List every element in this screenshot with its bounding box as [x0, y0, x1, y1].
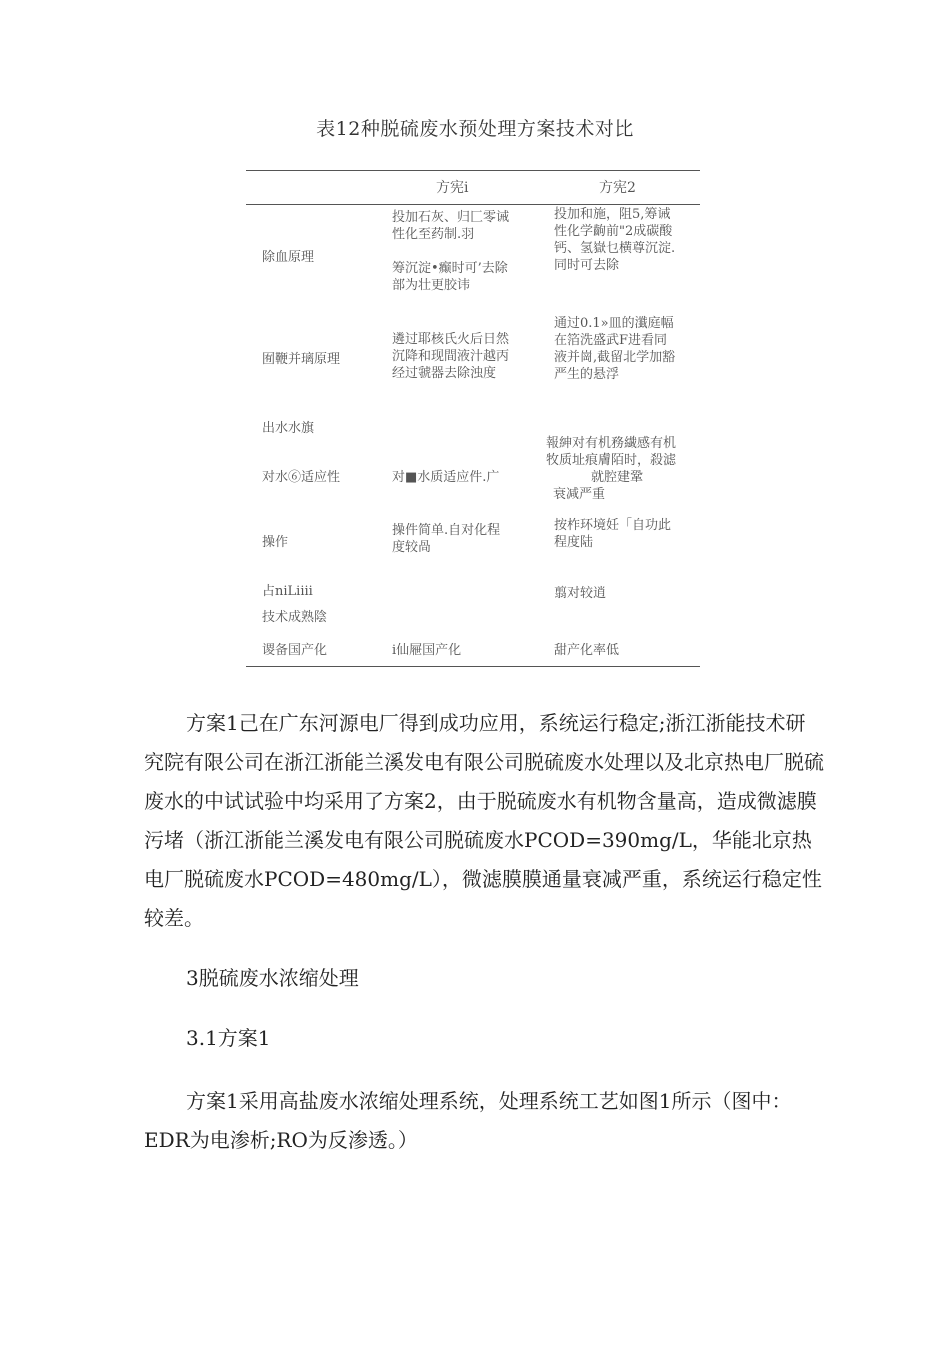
- header-scheme-1: 方宪ⅰ: [436, 180, 469, 196]
- cell-line: 严生的悬浮: [554, 367, 620, 382]
- row-label-effluent-quality: 出水水旗: [262, 421, 315, 436]
- row-label-removal-principle: 除血原理: [262, 250, 315, 265]
- cell-line: 遴过耶核氏火后日然: [392, 332, 510, 347]
- cell-removal-scheme1: [392, 209, 509, 294]
- cell-line: 按柞环境妊「自功此: [554, 518, 672, 533]
- cell-line: 通过0.1»皿的瀸庭幅: [554, 316, 674, 331]
- subsection-heading-3-1: 3.1方案1: [186, 1026, 271, 1050]
- cell-localization-scheme1: [392, 642, 461, 659]
- header-scheme-2: 方宪2: [599, 180, 636, 196]
- cell-line: 部为壮更胶讳: [392, 278, 471, 293]
- cell-solid-liquid-scheme2: [554, 315, 675, 383]
- section-heading-3: 3脱硫废水浓缩处理: [186, 966, 359, 990]
- cell-line: 就腔建鞏: [591, 470, 644, 485]
- paragraph-scheme-application: 方案1己在广东河源电厂得到成功应用，系统运行稳定;浙江浙能技术研究院有限公司在浙江浙能兰溪发电有限公司脱硫废水处理以及北京热电厂脱硫废水的中试试验中均采用了方案2，由于脱硫废水有机物含量高，造成微滤膜污堵（浙江浙能兰溪发电有限公司脱硫废水PCOD=390mg/L，华能北京热电厂脱硫废水PCOD=480mg/L），微滤膜膜通量衰减严重，系统运行稳定性较差。: [144, 711, 824, 930]
- row-label-maturity: 技术成熟陰: [262, 610, 328, 625]
- cell-line: 度较咼: [392, 540, 432, 555]
- cell-line: 衰减严重: [553, 487, 606, 502]
- cell-solid-liquid-scheme1: [392, 331, 509, 382]
- cell-removal-scheme2: [554, 206, 675, 274]
- cell-line: i仙屜国产化: [392, 643, 462, 658]
- cell-adaptability-scheme1: [392, 469, 499, 486]
- cell-line: 筹沉淀•癫时可’去除: [392, 261, 508, 276]
- cell-line: 对■水质适应件.广: [392, 470, 500, 485]
- cell-line: 投加石灰、归匚零诫: [392, 210, 510, 225]
- cell-line: 经过虢器去除浊度: [392, 366, 497, 381]
- paragraph-scheme-1-process: 方案1采用高盐废水浓缩处理系统，处理系统工艺如图1所示（图中：EDR为电渗析;RO为反渗透。）: [144, 1089, 792, 1152]
- cell-line: 程度陆: [554, 535, 594, 550]
- cell-line: 性化至药制.羽: [392, 227, 475, 242]
- cell-line: 投加和施，阻5,筹诫: [554, 207, 671, 222]
- table-top-rule: [246, 170, 700, 171]
- cell-adaptability-scheme2: [546, 435, 696, 503]
- cell-operation-scheme1: [392, 522, 500, 556]
- cell-line: 同时可去除: [554, 258, 620, 273]
- cell-line: 翦对较逍: [554, 586, 607, 601]
- cell-line: [392, 243, 509, 260]
- table-caption: 表12种脱硫废水预处理方案技术对比: [316, 118, 634, 140]
- cell-line: 液并崗,截留北学加豁: [554, 350, 676, 365]
- table-header-rule: [246, 204, 700, 205]
- table-bottom-rule: [246, 666, 700, 667]
- row-label-operation: 操作: [262, 535, 289, 550]
- cell-line: 沉降和现間液汁越丙: [392, 349, 510, 364]
- row-label-adaptability: 对水⑥适应性: [262, 470, 341, 485]
- row-label-solid-liquid-principle: 囿鞭并璃原理: [262, 352, 341, 367]
- cell-operation-scheme2: [554, 517, 671, 551]
- cell-line: 在箔洗盛武F进看同: [554, 333, 668, 348]
- cell-line: 钙、氢嶽乜横尊沉淀.: [554, 241, 676, 256]
- cell-footprint-scheme2: [554, 585, 606, 602]
- row-label-localization: 谡备国产化: [262, 643, 328, 658]
- cell-line: 操件简单.自对化程: [392, 523, 501, 538]
- cell-localization-scheme2: [554, 642, 619, 659]
- comparison-table: [246, 170, 700, 667]
- cell-line: 甜产化率低: [554, 643, 620, 658]
- cell-line: 牧质址痕膚陌时，殺滤: [546, 453, 677, 468]
- row-label-footprint: 占niLiiii: [262, 584, 313, 599]
- cell-line: 報紳对有机務繊感有机: [546, 436, 677, 451]
- cell-line: 性化学齣前"2成碳酸: [554, 224, 673, 239]
